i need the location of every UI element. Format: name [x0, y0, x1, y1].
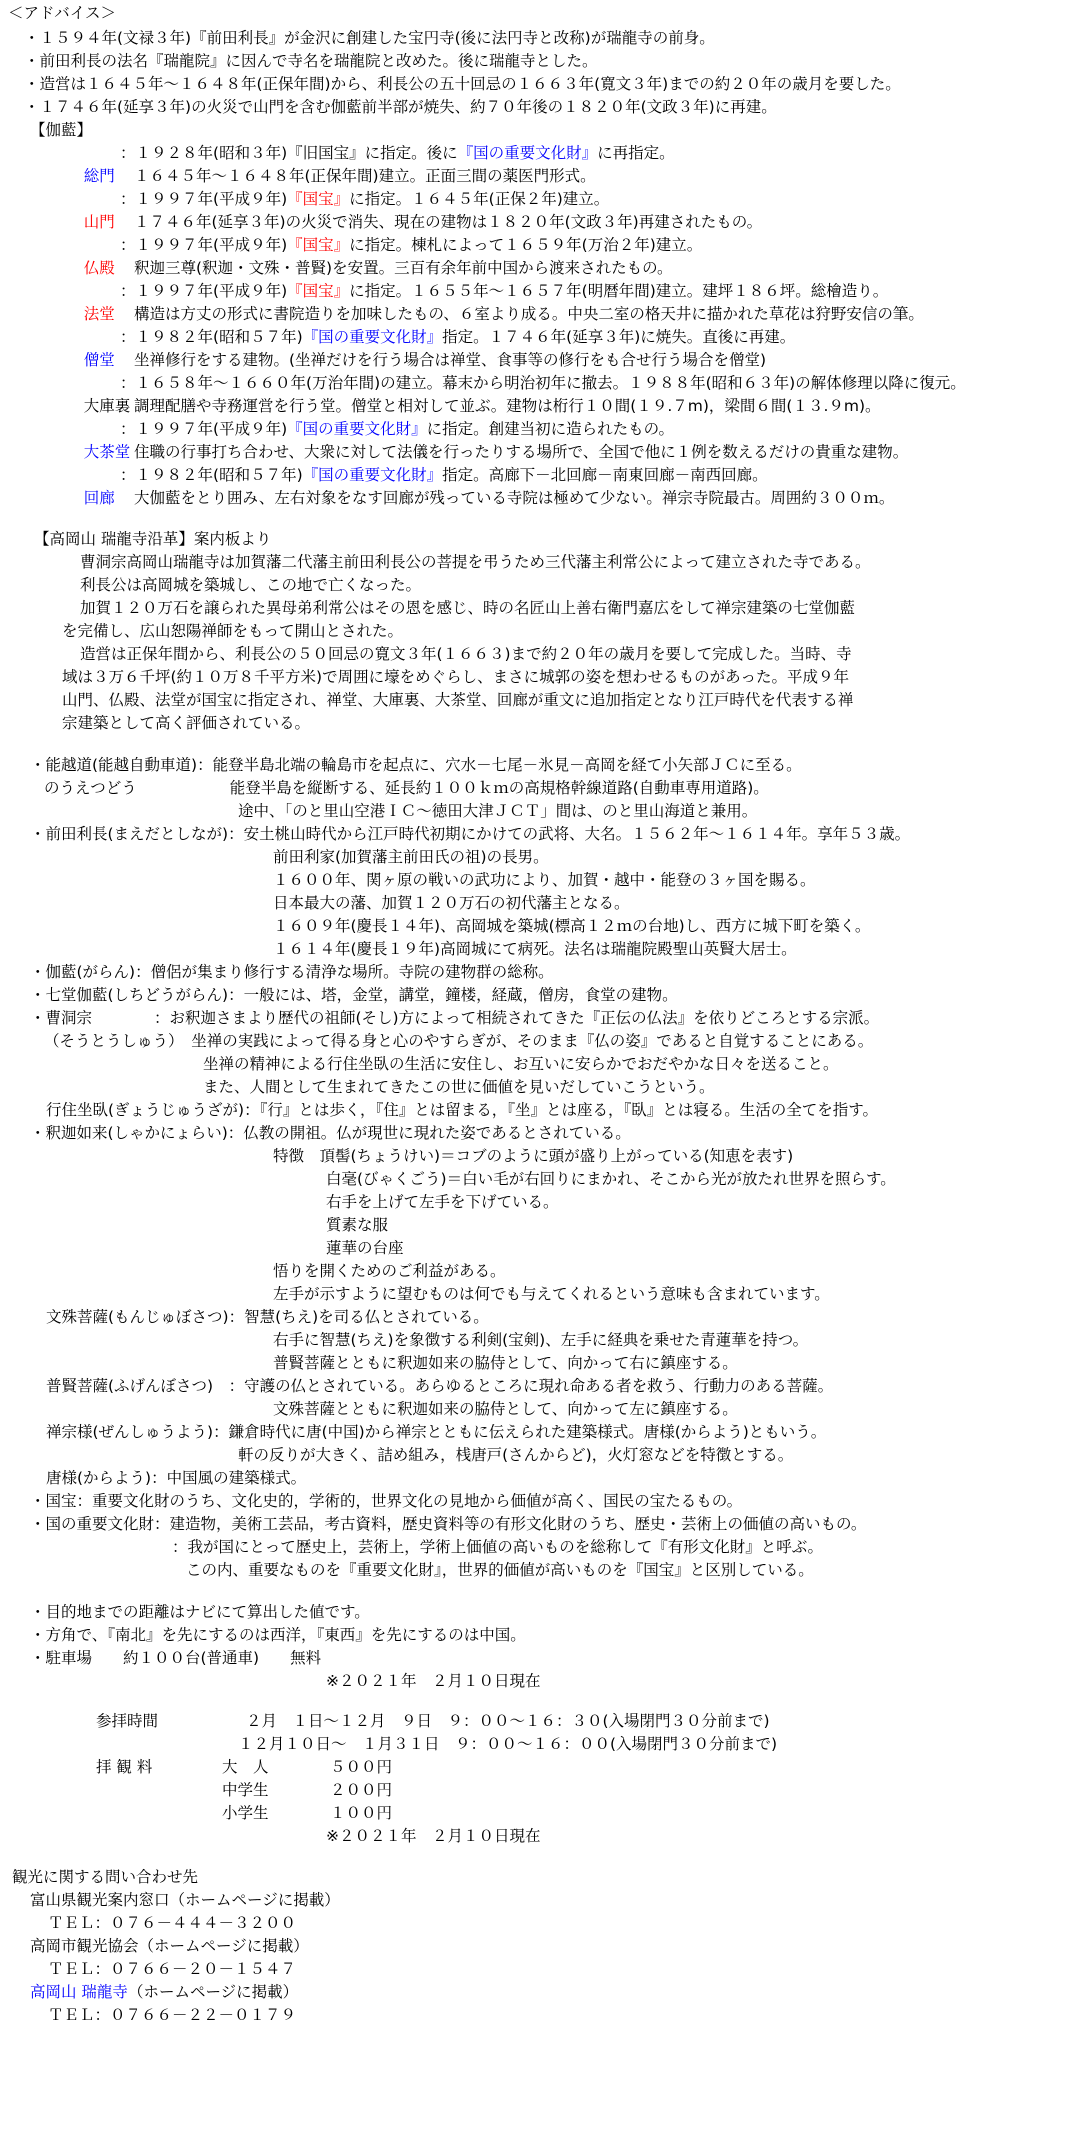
history-line: 宗建築として高く評価されている。 [62, 714, 311, 732]
glossary-line: ・能越道(能越自動車道)：能登半島北端の輪島市を起点に、穴水－七尾－氷見－高岡を経て小矢部ＪＣに至る。 [30, 756, 802, 774]
contact-name: 富山県観光案内窓口 [30, 1891, 170, 1909]
history-line: 曹洞宗高岡山瑞龍寺は加賀藩二代藩主前田利長公の菩提を弔うため三代藩主利常公によって建立された寺である。 [80, 553, 871, 571]
glossary-line: 坐禅の精神による行住坐臥の生活に安住し、お互いに安らかでおだやかな日々を送ること。 [203, 1055, 839, 1073]
garan-entry-desc: 調理配膳や寺務運営を行う堂。僧堂と相対して並ぶ。建物は桁行１０間(１９.７m)，梁間６間(１３.９m)。 [134, 397, 881, 415]
fee-price: ２００円 [330, 1781, 393, 1799]
glossary-line: ・前田利長(まえだとしなが)：安土桃山時代から江戸時代初期にかけての武将、大名。１５６２年～１６１４年。享年５３歳。 [30, 825, 911, 843]
building-name: 大茶堂 [83, 442, 131, 461]
garan-heading: 【伽藍】 [30, 121, 93, 139]
building-name: 僧堂 [83, 350, 115, 369]
hours-row: １２月１０日～ １月３１日 ９：００～１６：００(入場閉門３０分前まで) [238, 1735, 778, 1753]
glossary-line: 文殊菩薩とともに釈迦如来の脇侍として、向かって左に鎮座する。 [273, 1400, 738, 1418]
note-line: ・駐車場 約１００台(普通車) 無料 [30, 1649, 322, 1667]
advice-item: ・前田利長の法名『瑞龍院』に因んで寺名を瑞龍院と改めた。後に瑞龍寺とした。 [24, 52, 598, 70]
glossary-line: ：我が国にとって歴史上，芸術上，学術上価値の高いものを総称して『有形文化財』と呼ぶ。 [172, 1538, 824, 1556]
contact-entry [30, 1889, 340, 1912]
building-name: 仏殿 [83, 258, 115, 277]
glossary-line: 行住坐臥(ぎょうじゅうざが)：『行』とは歩く，『住』とは留まる，『坐』とは座る，『臥』とは寝る。生活の全てを指す。 [46, 1101, 879, 1119]
garan-entry-desc: 住職の行事打ち合わせ、大衆に対して法儀を行ったりする場所で、全国で他に１例を数えるだけの貴重な建物。 [134, 443, 909, 461]
building-name: 回廊 [83, 488, 115, 507]
glossary-line: 質素な服 [326, 1216, 389, 1234]
contact-tel: ＴＥＬ：０７６－４４４－３２００ [48, 1914, 297, 1932]
garan-entry-desc: 坐禅修行をする建物。(坐禅だけを行う場合は禅堂、食事等の修行をも合せ行う場合を僧堂) [134, 351, 767, 369]
fee-price: ５００円 [330, 1758, 393, 1776]
glossary-line: ・国宝：重要文化財のうち、文化史的，学術的，世界文化の見地から価値が高く、国民の宝たるもの。 [30, 1492, 743, 1510]
advice-heading: ＜アドバイス＞ [8, 4, 117, 22]
glossary-line: 蓮華の台座 [326, 1239, 404, 1257]
note-line: ・方角で、『南北』を先にするのは西洋，『東西』を先にするのは中国。 [30, 1626, 526, 1644]
glossary-line: １６００年、関ヶ原の戦いの武功により、加賀・越中・能登の３ヶ国を賜る。 [273, 871, 816, 889]
fee-category: 中学生 [222, 1781, 269, 1799]
contact-tel: ＴＥＬ：０７６６－２０－１５４７ [48, 1960, 297, 1978]
designation: 『国の重要文化財』 [287, 420, 427, 438]
fee-price: １００円 [330, 1804, 393, 1822]
glossary-line: 右手を上げて左手を下げている。 [326, 1193, 559, 1211]
history-line: 加賀１２０万石を譲られた異母弟利常公はその恩を感じ、時の名匠山上善右衛門嘉広をして禅宗建築の七堂伽藍 [80, 599, 856, 617]
garan-entry-desc: １７４６年(延享３年)の火災で消失、現在の建物は１８２０年(文政３年)再建されたもの。 [134, 213, 763, 231]
glossary-line: （そうとうしゅう） 坐禅の実践によって得る身と心のやすらぎが、そのまま『仏の姿』であると自覚することにある。 [44, 1032, 874, 1050]
glossary-line: ・七堂伽藍(しちどうがらん)：一般には、塔，金堂，講堂，鐘楼，経蔵，僧房，食堂の建物。 [30, 986, 678, 1004]
visit-as-of: ※２０２１年 ２月１０日現在 [326, 1827, 541, 1845]
building-name: 法堂 [83, 304, 115, 323]
glossary-line: ・国の重要文化財：建造物，美術工芸品，考古資料，歴史資料等の有形文化財のうち、歴史・芸術上の価値の高いもの。 [30, 1515, 867, 1533]
garan-entry-line: ：１９９７年(平成９年)『国宝』に指定。１６４５年(正保２年)建立。 [120, 190, 610, 208]
fee-category: 大 人 [222, 1758, 269, 1776]
glossary-line: 白毫(びゃくごう)＝白い毛が右回りにまかれ、そこから光が放たれ世界を照らす。 [326, 1170, 896, 1188]
garan-entry-line: ：１９９７年(平成９年)『国宝』に指定。１６５５年～１６５７年(明暦年間)建立。建坪１８６坪。総檜造り。 [120, 282, 889, 300]
note-line: ・目的地までの距離はナビにて算出した値です。 [30, 1603, 370, 1621]
building-name: 総門 [83, 166, 115, 185]
hours-label: 参拝時間 [96, 1712, 159, 1730]
building-name: 大庫裏 [83, 396, 131, 415]
garan-entry-kairo [64, 464, 115, 532]
advice-item: ・造営は１６４５年～１６４８年(正保年間)から、利長公の五十回忌の１６６３年(寛文３年)までの約２０年の歳月を要した。 [24, 75, 901, 93]
advice-item: ・１５９４年(文禄３年)『前田利長』が金沢に創建した宝円寺(後に法円寺と改称)が瑞龍寺の前身。 [24, 29, 715, 47]
glossary-line: 普賢菩薩とともに釈迦如来の脇侍として、向かって右に鎮座する。 [273, 1354, 738, 1372]
garan-entry-desc: １６４５年～１６４８年(正保年間)建立。正面三間の薬医門形式。 [134, 167, 596, 185]
glossary-line: 特徴 頂髻(ちょうけい)＝コブのように頭が盛り上がっている(知恵を表す) [273, 1147, 794, 1165]
glossary-line: 文殊菩薩(もんじゅぼさつ)：智慧(ちえ)を司る仏とされている。 [46, 1308, 489, 1326]
glossary-line: 右手に智慧(ちえ)を象徴する利剣(宝剣)、左手に経典を乗せた青蓮華を持つ。 [273, 1331, 809, 1349]
designation: 『国宝』 [287, 282, 350, 300]
history-line: 利長公は高岡城を築城し、この地で亡くなった。 [80, 576, 422, 594]
fee-label: 拝 観 料 [96, 1758, 153, 1776]
glossary-line: 左手が示すように望むものは何でも与えてくれるという意味も含まれています。 [273, 1285, 830, 1303]
contact-note: （ホームページに掲載） [127, 1983, 299, 2001]
designation: 『国宝』 [287, 236, 350, 254]
contact-entry [30, 1981, 298, 2004]
history-line: 山門、仏殿、法堂が国宝に指定され、禅堂、大庫裏、大茶堂、回廊が重文に追加指定となり江戸時代を代表する禅 [62, 691, 854, 709]
zuiryuji-link[interactable]: 高岡山 瑞龍寺 [30, 1983, 128, 2001]
glossary-line: この内、重要なものを『重要文化財』，世界的価値が高いものを『国宝』と区別している。 [186, 1561, 814, 1579]
glossary-line: また、人間として生まれてきたこの世に価値を見いだしていこうという。 [203, 1078, 715, 1096]
garan-entry-line: ：１９２８年(昭和３年)『旧国宝』に指定。後に『国の重要文化財』に再指定。 [120, 144, 675, 162]
glossary-line: 軒の反りが大きく、詰め組み，桟唐戸(さんからど)，火灯窓などを特徴とする。 [238, 1446, 794, 1464]
glossary-line: ・伽藍(がらん)：僧侶が集まり修行する清浄な場所。寺院の建物群の総称。 [30, 963, 554, 981]
designation: 『国宝』 [287, 190, 350, 208]
contact-name: 高岡市観光協会 [30, 1937, 139, 1955]
garan-entry-desc: 構造は方丈の形式に書院造りを加味したもの、６室より成る。中央二室の格天井に描かれた草花は狩野安信の筆。 [134, 305, 924, 323]
garan-entry-line: ：１９８２年(昭和５７年)『国の重要文化財』指定。１７４６年(延享３年)に焼失。直後に再建。 [120, 328, 796, 346]
hours-row: ２月 １日～１２月 ９日 ９：００～１６：３０(入場閉門３０分前まで) [246, 1712, 770, 1730]
designation: 『国の重要文化財』 [302, 328, 443, 346]
advice-item: ・１７４６年(延享３年)の火災で山門を含む伽藍前半部が焼失、約７０年後の１８２０年(文政３年)に再建。 [24, 98, 777, 116]
note-as-of: ※２０２１年 ２月１０日現在 [326, 1672, 541, 1690]
building-name: 山門 [83, 212, 115, 231]
garan-entry-line: ：１９９７年(平成９年)『国の重要文化財』に指定。創建当初に造られたもの。 [120, 420, 675, 438]
glossary-line: のうえつどう 能登半島を縦断する、延長約１００ｋｍの高規格幹線道路(自動車専用道路)。 [44, 779, 769, 797]
contact-note: （ホームページに掲載） [169, 1891, 340, 1909]
glossary-line: ・釈迦如来(しゃかにょらい)：仏教の開祖。仏が現世に現れた姿であるとされている。 [30, 1124, 631, 1142]
contact-heading: 観光に関する問い合わせ先 [12, 1868, 199, 1886]
garan-entry-line: ：１９９７年(平成９年)『国宝』に指定。棟札によって１６５９年(万治２年)建立。 [120, 236, 703, 254]
glossary-line: １６０９年(慶長１４年)、高岡城を築城(標高１２ｍの台地)し、西方に城下町を築く。 [273, 917, 871, 935]
contact-note: （ホームページに掲載） [138, 1937, 309, 1955]
garan-entry-desc: 釈迦三尊(釈迦・文殊・普賢)を安置。三百有余年前中国から渡来されたもの。 [134, 259, 673, 277]
glossary-line: 悟りを開くためのご利益がある。 [273, 1262, 506, 1280]
garan-entry-line: ：１６５８年～１６６０年(万治年間)の建立。幕末から明治初年に撤去。１９８８年(昭和６３年)の解体修理以降に復元。 [120, 374, 966, 392]
glossary-line: １６１４年(慶長１９年)高岡城にて病死。法名は瑞龍院殿聖山英賢大居士。 [273, 940, 797, 958]
fee-category: 小学生 [222, 1804, 269, 1822]
contact-tel: ＴＥＬ：０７６６－２２－０１７９ [48, 2006, 297, 2024]
garan-entry-desc: 大伽藍をとり囲み、左右対象をなす回廊が残っている寺院は極めて少ない。禅宗寺院最古。周囲約３００ｍ。 [134, 489, 895, 507]
glossary-line: 途中、「のと里山空港ＩＣ～徳田大津ＪＣＴ」間は、のと里山海道と兼用。 [238, 802, 758, 820]
history-line: を完備し、広山恕陽禅師をもって開山とされた。 [62, 622, 404, 640]
glossary-line: 普賢菩薩(ふげんぼさつ) ：守護の仏とされている。あらゆるところに現れ命ある者を救う、行動力のある菩薩。 [46, 1377, 834, 1395]
designation: 『国の重要文化財』 [457, 144, 598, 162]
garan-entry-line: ：１９８２年(昭和５７年)『国の重要文化財』指定。高廊下－北回廊－南東回廊－南西回廊。 [120, 466, 768, 484]
glossary-line: ・曹洞宗 ：お釈迦さまより歴代の祖師(そし)方によって相続されてきた『正伝の仏法』を依りどころとする宗派。 [30, 1009, 880, 1027]
history-line: 造営は正保年間から、利長公の５０回忌の寛文３年(１６６３)まで約２０年の歳月を要して完成した。当時、寺 [80, 645, 852, 663]
history-line: 域は３万６千坪(約１０万８千平方米)で周囲に壕をめぐらし、まさに城郭の姿を想わせるものがあった。平成９年 [62, 668, 849, 686]
history-heading: 【高岡山 瑞龍寺沿革】案内板より [34, 530, 272, 548]
glossary-line: 前田利家(加賀藩主前田氏の祖)の長男。 [273, 848, 549, 866]
contact-entry [30, 1935, 309, 1958]
glossary-line: 禅宗様(ぜんしゅうよう)：鎌倉時代に唐(中国)から禅宗とともに伝えられた建築様式。唐様(からよう)ともいう。 [46, 1423, 827, 1441]
designation: 『国の重要文化財』 [302, 466, 443, 484]
glossary-line: 日本最大の藩、加賀１２０万石の初代藩主となる。 [273, 894, 630, 912]
glossary-line: 唐様(からよう)：中国風の建築様式。 [46, 1469, 307, 1487]
